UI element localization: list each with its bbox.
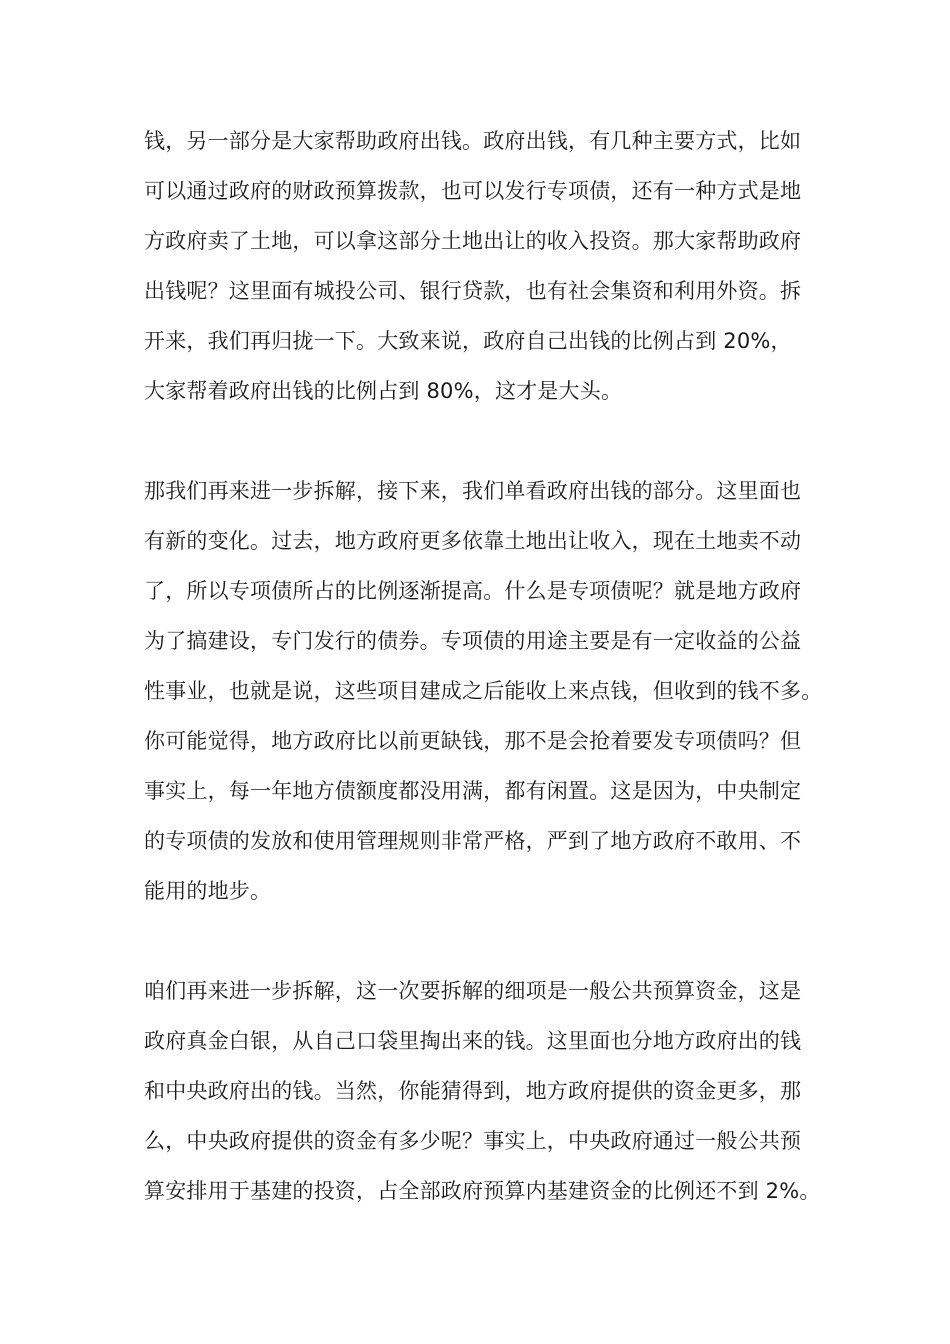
text-line: 大家帮着政府出钱的比例占到 80%，这才是大头。 bbox=[144, 379, 623, 403]
text-line: 事实上，每一年地方债额度都没用满，都有闲置。这是因为，中央制定 bbox=[144, 779, 802, 803]
text-line: 有新的变化。过去，地方政府更多依靠土地出让收入，现在土地卖不动 bbox=[144, 529, 802, 553]
text-line: 政府真金白银，从自己口袋里掏出来的钱。这里面也分地方政府出的钱 bbox=[144, 1029, 802, 1053]
text-line: 那我们再来进一步拆解，接下来，我们单看政府出钱的部分。这里面也 bbox=[144, 479, 802, 503]
text-line: 和中央政府出的钱。当然，你能猜得到，地方政府提供的资金更多，那 bbox=[144, 1079, 802, 1103]
text-line: 开来，我们再归拢一下。大致来说，政府自己出钱的比例占到 20%， bbox=[144, 329, 792, 353]
text-line: 钱，另一部分是大家帮助政府出钱。政府出钱，有几种主要方式，比如 bbox=[144, 129, 802, 153]
text-line: 算安排用于基建的投资，占全部政府预算内基建资金的比例还不到 2%。 bbox=[144, 1179, 821, 1203]
text-line: 性事业，也就是说，这些项目建成之后能收上来点钱，但收到的钱不多。 bbox=[144, 679, 823, 703]
text-line: 咱们再来进一步拆解，这一次要拆解的细项是一般公共预算资金，这是 bbox=[144, 979, 802, 1003]
paragraph-1 bbox=[144, 116, 824, 416]
text-line: 方政府卖了土地，可以拿这部分土地出让的收入投资。那大家帮助政府 bbox=[144, 229, 802, 253]
text-line: 么，中央政府提供的资金有多少呢？事实上，中央政府通过一般公共预 bbox=[144, 1129, 802, 1153]
text-line: 能用的地步。 bbox=[144, 879, 272, 903]
paragraph-3 bbox=[144, 966, 824, 1216]
paragraph-2 bbox=[144, 466, 824, 916]
text-line: 出钱呢？这里面有城投公司、银行贷款，也有社会集资和利用外资。拆 bbox=[144, 279, 802, 303]
text-line: 的专项债的发放和使用管理规则非常严格，严到了地方政府不敢用、不 bbox=[144, 829, 802, 853]
text-line: 可以通过政府的财政预算拨款，也可以发行专项债，还有一种方式是地 bbox=[144, 179, 802, 203]
text-line: 你可能觉得，地方政府比以前更缺钱，那不是会抢着要发专项债吗？但 bbox=[144, 729, 802, 753]
text-line: 了，所以专项债所占的比例逐渐提高。什么是专项债呢？就是地方政府 bbox=[144, 579, 802, 603]
text-line: 为了搞建设，专门发行的债券。专项债的用途主要是有一定收益的公益 bbox=[144, 629, 802, 653]
